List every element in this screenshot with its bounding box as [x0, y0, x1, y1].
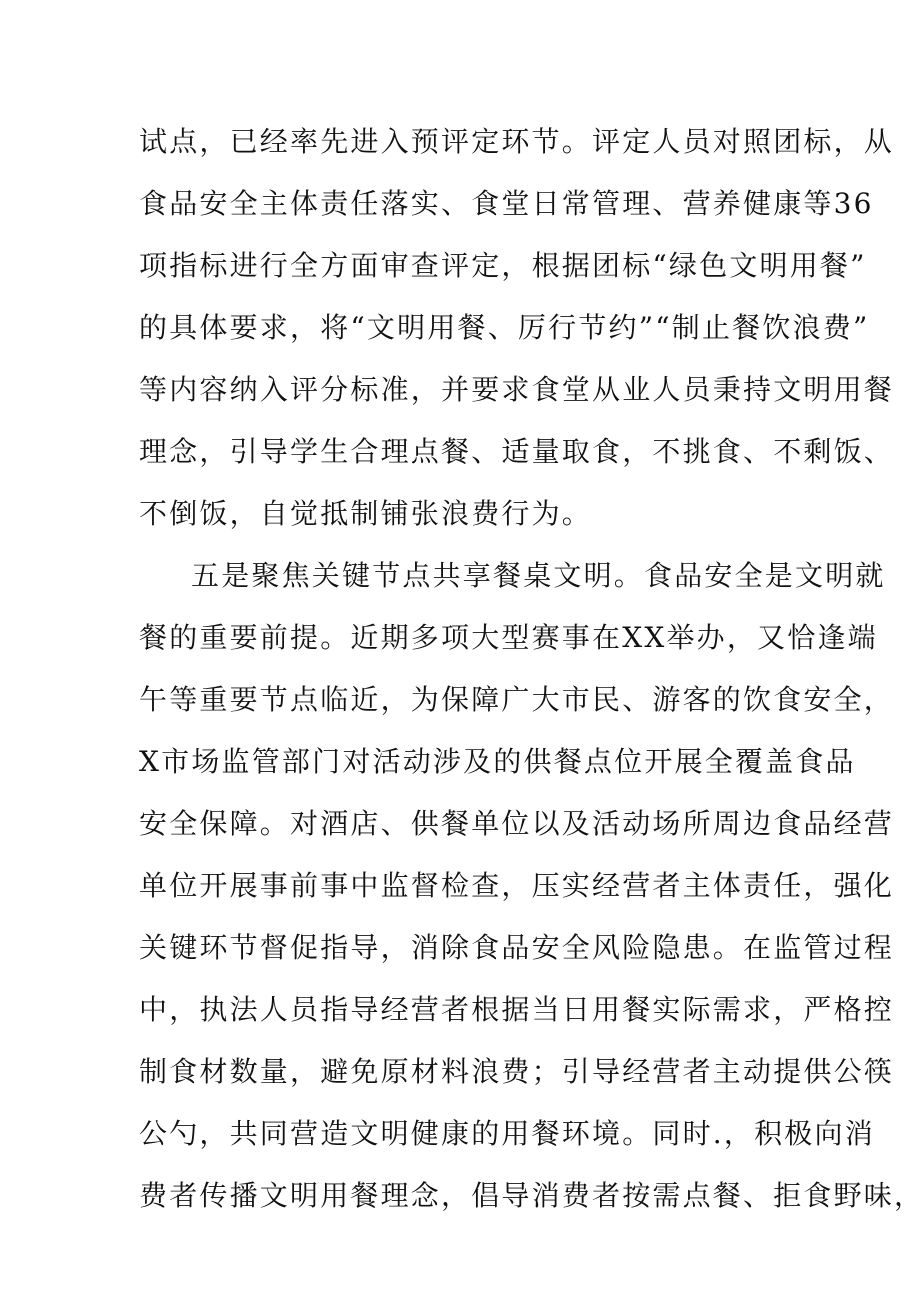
text-line: 不倒饭，自觉抵制铺张浪费行为。	[139, 497, 593, 530]
text-line: 等内容纳入评分标准，并要求食堂从业人员秉持文明用餐	[139, 373, 895, 406]
text-line: 午等重要节点临近，为保障广大市民、游客的饮食安全，	[139, 683, 895, 716]
text-line: 食品安全主体责任落实、食堂日常管理、营养健康等36	[139, 187, 874, 220]
text-line: 安全保障。对酒店、供餐单位以及活动场所周边食品经营	[139, 807, 895, 840]
text-line: 制食材数量，避免原材料浪费；引导经营者主动提供公筷	[139, 1055, 895, 1088]
text-line: 餐的重要前提。近期多项大型赛事在XX举办，又恰逢端	[139, 621, 878, 654]
text-line: 五是聚焦关键节点共享餐桌文明。食品安全是文明就	[191, 559, 886, 592]
text-line: 试点，已经率先进入预评定环节。评定人员对照团标，从	[139, 125, 895, 158]
text-line: 公勺，共同营造文明健康的用餐环境。同时.，积极向消	[139, 1117, 875, 1150]
text-line: 单位开展事前事中监督检查，压实经营者主体责任，强化	[139, 869, 895, 902]
text-line: 的具体要求，将“文明用餐、厉行节约”“制止餐饮浪费”	[139, 311, 870, 344]
text-line: 中，执法人员指导经营者根据当日用餐实际需求，严格控	[139, 993, 895, 1026]
text-line: 关键环节督促指导，消除食品安全风险隐患。在监管过程	[139, 931, 895, 964]
text-line: 费者传播文明用餐理念，倡导消费者按需点餐、拒食野味，	[139, 1179, 924, 1212]
text-line: 理念，引导学生合理点餐、适量取食，不挑食、不剩饭、	[139, 435, 895, 468]
text-line: X市场监管部门对活动涉及的供餐点位开展全覆盖食品	[139, 745, 856, 778]
text-line: 项指标进行全方面审查评定，根据团标“绿色文明用餐”	[139, 249, 867, 282]
